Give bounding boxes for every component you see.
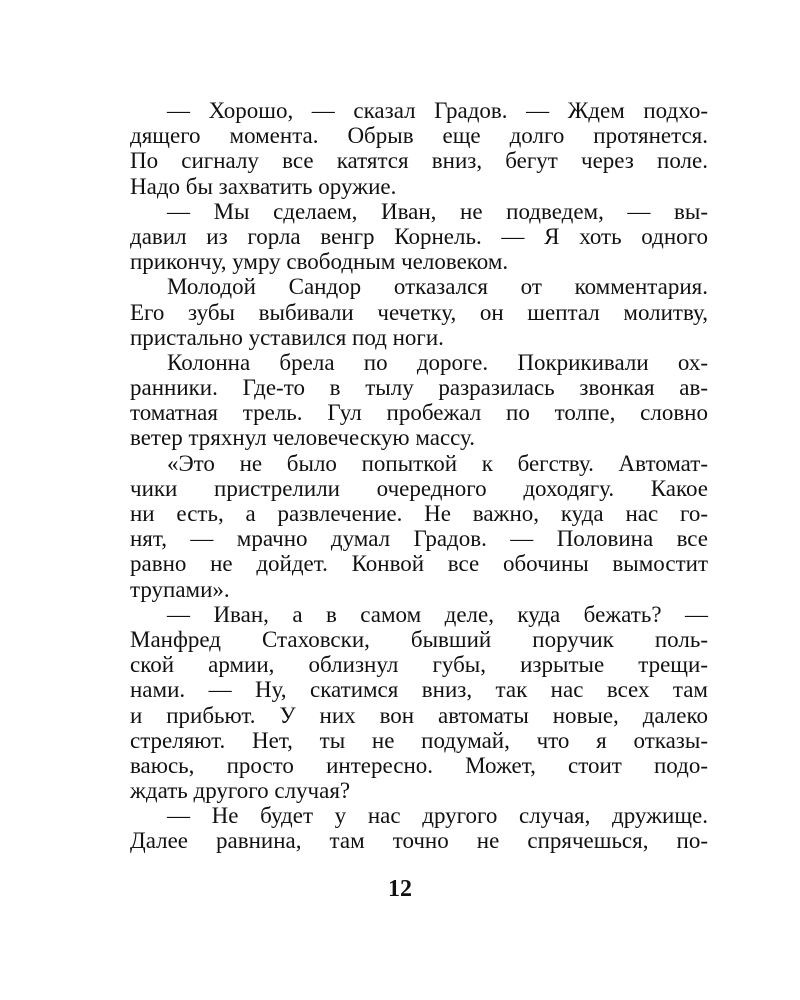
text-line: чики пристрелили очередного доходягу. Какое [130,475,708,501]
text-line: ветер тряхнул человеческую массу. [130,425,475,451]
text-line: стреляют. Нет, ты не подумай, что я отказы- [130,727,708,753]
text-line: ской армии, облизнул губы, изрытые трещи- [130,652,708,678]
text-line: нами. — Ну, скатимся вниз, так нас всех там [130,677,708,703]
text-line: — Не будет у нас другого случая, дружище. [167,803,708,829]
text-line: Далее равнина, там точно не спрячешься, по- [130,828,708,854]
text-line: Молодой Сандор отказался от комментария. [167,274,708,300]
text-line: Манфред Стаховски, бывший поручик поль- [130,626,708,652]
text-line: ранники. Где-то в тылу разразилась звонкая ав- [130,375,708,401]
text-line: «Это не было попыткой к бегству. Автомат- [167,450,708,476]
text-line: давил из горла венгр Корнель. — Я хоть одного [130,223,708,249]
text-line: — Иван, а в самом деле, куда бежать? — [167,601,708,627]
text-line: нят, — мрачно думал Градов. — Половина все [130,526,708,552]
text-line: и прибьют. У них вон автоматы новые, далеко [130,702,708,728]
text-line: трупами». [130,576,230,602]
text-line: прикончу, умру свободным человеком. [130,249,509,275]
text-line: томатная трель. Гул пробежал по толпе, словно [130,400,708,426]
text-line: — Мы сделаем, Иван, не подведем, — вы- [167,198,708,224]
text-line: дящего момента. Обрыв еще долго протянется. [130,123,708,149]
text-line: пристально уставился под ноги. [130,324,444,350]
text-line: По сигналу все катятся вниз, бегут через поле. [130,148,708,174]
body-text [130,98,708,854]
text-line: Колонна брела по дороге. Покрикивали ох- [167,349,708,375]
text-line: ждать другого случая? [130,778,351,804]
text-line: равно не дойдет. Конвой все обочины вымостит [130,551,708,577]
text-line: Надо бы захватить оружие. [130,173,397,199]
text-line: ни есть, а развлечение. Не важно, куда нас го- [130,501,708,526]
text-line: ваюсь, просто интересно. Может, стоит подо- [130,752,708,778]
text-line: Его зубы выбивали чечетку, он шептал молитву, [130,299,708,325]
text-line: — Хорошо, — сказал Градов. — Ждем подхо- [167,98,708,123]
page-number: 12 [388,876,412,902]
